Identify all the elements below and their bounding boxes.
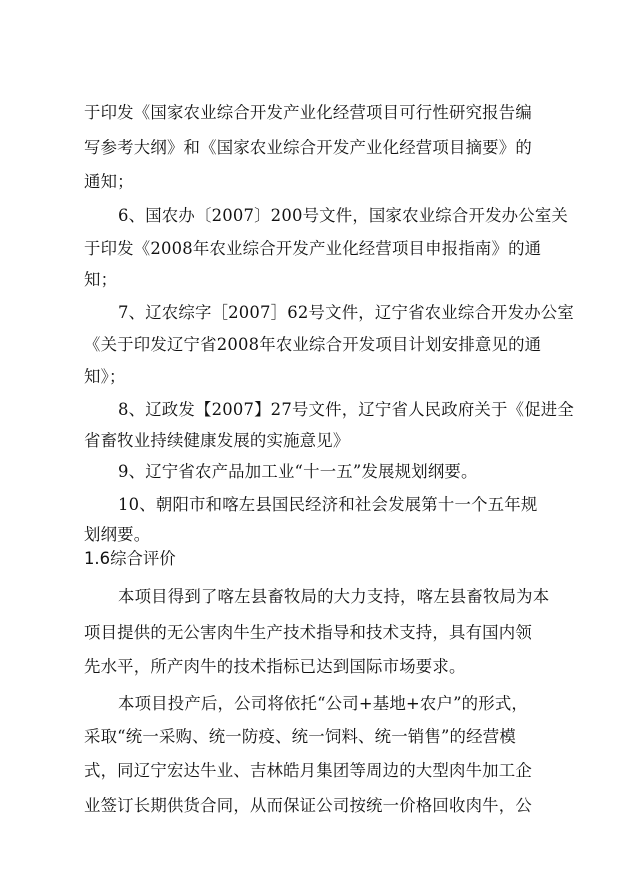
text-line: 6、国农办〔2007〕200号文件，国家农业综合开发办公室关 xyxy=(118,206,569,225)
text-line: 《关于印发辽宁省2008年农业综合开发项目计划安排意见的通 xyxy=(84,335,542,354)
text-line: 本项目得到了喀左县畜牧局的大力支持，喀左县畜牧局为本 xyxy=(118,587,550,606)
text-line: 采取“统一采购、统一防疫、统一饲料、统一销售”的经营模 xyxy=(84,727,516,746)
text-line: 先水平，所产肉牛的技术指标已达到国际市场要求。 xyxy=(84,657,466,676)
text-line: 本项目投产后，公司将依托“公司+基地+农户”的形式， xyxy=(118,694,529,713)
text-line: 项目提供的无公害肉牛生产技术指导和技术支持，具有国内领 xyxy=(84,623,532,642)
text-line: 于印发《2008年农业综合开发产业化经营项目申报指南》的通 xyxy=(84,239,542,258)
text-line: 划纲要。 xyxy=(84,525,151,544)
text-line: 通知； xyxy=(84,172,134,191)
text-line: 9、辽宁省农产品加工业“十一五”发展规划纲要。 xyxy=(118,462,478,481)
text-line: 于印发《国家农业综合开发产业化经营项目可行性研究报告编 xyxy=(84,103,532,122)
text-line: 写参考大纲》和《国家农业综合开发产业化经营项目摘要》的 xyxy=(84,138,532,157)
text-line: 知》； xyxy=(84,367,126,386)
text-line: 知； xyxy=(84,270,118,289)
text-line: 业签订长期供货合同，从而保证公司按统一价格回收肉牛，公 xyxy=(84,796,532,815)
text-line: 省畜牧业持续健康发展的实施意见》 xyxy=(84,431,350,450)
text-line: 10、朝阳市和喀左县国民经济和社会发展第十一个五年规 xyxy=(118,495,538,514)
section-heading: 1.6综合评价 xyxy=(84,549,176,568)
text-line: 7、辽农综字［2007］62号文件，辽宁省农业综合开发办公室 xyxy=(118,303,574,322)
text-line: 8、辽政发【2007】27号文件，辽宁省人民政府关于《促进全 xyxy=(118,400,574,419)
text-line: 式，同辽宁宏达牛业、吉林皓月集团等周边的大型肉牛加工企 xyxy=(84,761,532,780)
